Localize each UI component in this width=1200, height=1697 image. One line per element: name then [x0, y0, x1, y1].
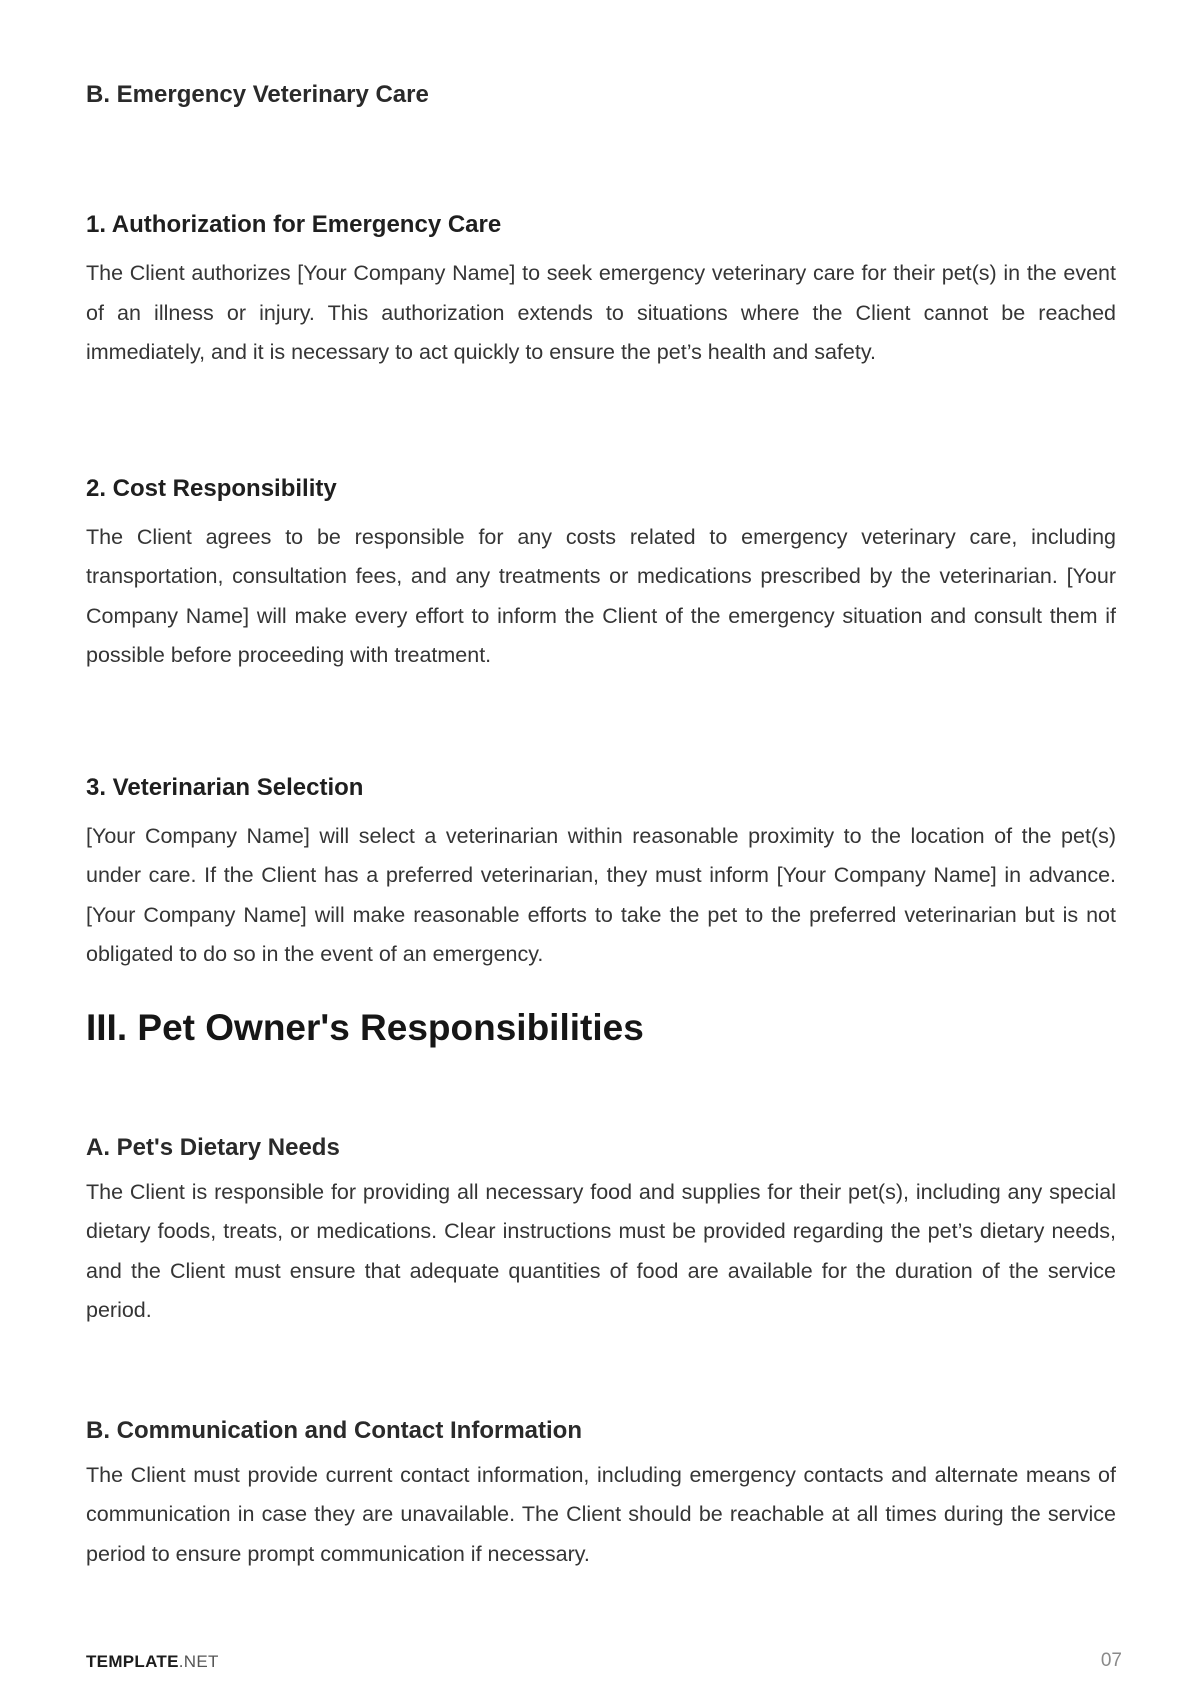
paragraph-communication: The Client must provide current contact information, including emergency contacts and alternate means of communication in case they are unavailable. The Client should be reachable at all times during the service period to ensure prompt communication if necessary.	[86, 1462, 1116, 1566]
footer-brand-logo	[86, 1652, 219, 1672]
page-content	[86, 78, 1116, 1574]
paragraph-authorization: The Client authorizes [Your Company Name] to seek emergency veterinary care for their pet(s) in the event of an illness or injury. This authorization extends to situations where the Client cannot be reached immediately, and it is necessary to act quickly to ensure the pet’s health and safety.	[86, 261, 1116, 364]
paragraph-dietary-needs: The Client is responsible for providing all necessary food and supplies for their pet(s), including any special dietary foods, treats, or medications. Clear instructions must be provided regarding the pet’s dietary needs, and the Client must ensure that adequate quantities of food are available for the duration of the service period.	[86, 1179, 1116, 1322]
item-heading-veterinarian-selection: 3. Veterinarian Selection	[86, 773, 364, 801]
subsection-heading-emergency-care: B. Emergency Veterinary Care	[86, 81, 429, 108]
item-heading-authorization: 1. Authorization for Emergency Care	[86, 211, 502, 238]
subsection-heading-communication: B. Communication and Contact Information	[86, 1416, 582, 1444]
paragraph-veterinarian-selection: [Your Company Name] will select a veterinarian within reasonable proximity to the location of the pet(s) under care. If the Client has a preferred veterinarian, they must inform [Your Company Name] in advance. [Your Company Name] will make reasonable efforts to take the pet to the preferred veterinarian but is not obligated to do so in the event of an emergency.	[86, 823, 1116, 966]
section-heading-owner-responsibilities: III. Pet Owner's Responsibilities	[86, 1006, 644, 1048]
item-heading-cost-responsibility: 2. Cost Responsibility	[86, 474, 337, 502]
page-number: 07	[1100, 1650, 1122, 1671]
brand-name-suffix: .NET	[178, 1652, 219, 1671]
paragraph-cost-responsibility: The Client agrees to be responsible for any costs related to emergency veterinary care, including transportation, consultation fees, and any treatments or medications prescribed by the veterinarian. [Your Company Name] will make every effort to inform the Client of the emergency situation and consult them if possible before proceeding with treatment.	[86, 524, 1116, 667]
brand-name-bold: TEMPLATE	[86, 1652, 179, 1671]
subsection-heading-dietary-needs: A. Pet's Dietary Needs	[86, 1133, 340, 1161]
